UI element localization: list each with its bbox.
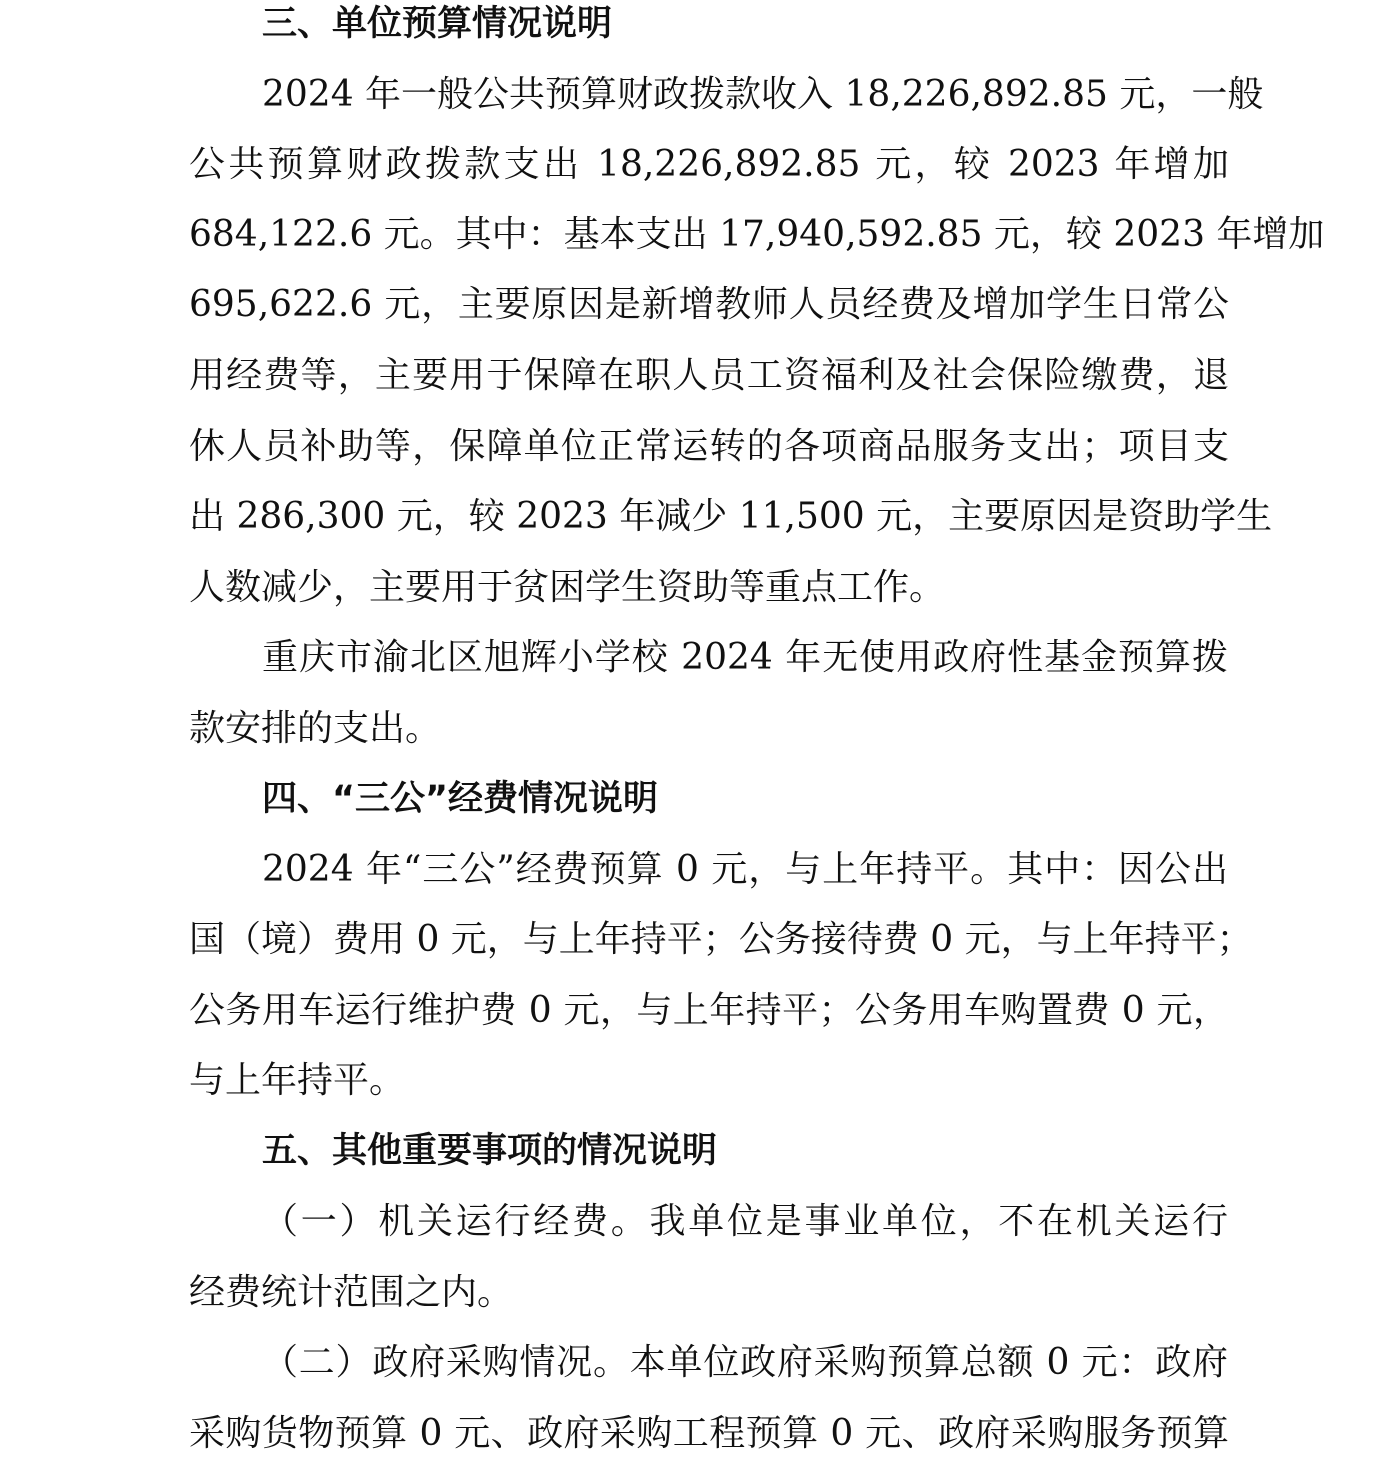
- paragraph-line: （一）机关运行经费。我单位是事业单位，不在机关运行: [262, 1201, 1228, 1242]
- paragraph-line: 出 286,300 元，较 2023 年减少 11,500 元，主要原因是资助学生: [189, 496, 1273, 537]
- paragraph-line: 2024 年“三公”经费预算 0 元，与上年持平。其中：因公出: [262, 849, 1228, 890]
- paragraph-line: 695,622.6 元，主要原因是新增教师人员经费及增加学生日常公: [189, 284, 1229, 325]
- paragraph-line: 684,122.6 元。其中：基本支出 17,940,592.85 元，较 2023 年增加: [189, 214, 1325, 255]
- paragraph-line: 国（境）费用 0 元，与上年持平；公务接待费 0 元，与上年持平；: [189, 919, 1253, 960]
- paragraph-line: 公共预算财政拨款支出 18,226,892.85 元，较 2023 年增加: [189, 144, 1229, 185]
- paragraph-line: 公务用车运行维护费 0 元，与上年持平；公务用车购置费 0 元，: [189, 990, 1229, 1031]
- section-heading-three-public: 四、“三公”经费情况说明: [262, 779, 659, 819]
- paragraph-line: 重庆市渝北区旭辉小学校 2024 年无使用政府性基金预算拨: [262, 637, 1228, 678]
- paragraph-line: 经费统计范围之内。: [189, 1272, 514, 1313]
- paragraph-line: 与上年持平。: [189, 1060, 406, 1101]
- paragraph-line: 2024 年一般公共预算财政拨款收入 18,226,892.85 元，一般: [262, 74, 1264, 115]
- paragraph-line: 款安排的支出。: [189, 708, 442, 749]
- paragraph-line: 人数减少，主要用于贫困学生资助等重点工作。: [189, 567, 946, 608]
- section-heading-budget: 三、单位预算情况说明: [262, 4, 613, 44]
- paragraph-line: 采购货物预算 0 元、政府采购工程预算 0 元、政府采购服务预算: [189, 1413, 1229, 1454]
- section-heading-other-matters: 五、其他重要事项的情况说明: [262, 1131, 718, 1171]
- paragraph-line: （二）政府采购情况。本单位政府采购预算总额 0 元：政府: [262, 1342, 1228, 1383]
- paragraph-line: 休人员补助等，保障单位正常运转的各项商品服务支出；项目支: [189, 426, 1229, 467]
- paragraph-line: 用经费等，主要用于保障在职人员工资福利及社会保险缴费，退: [189, 355, 1229, 396]
